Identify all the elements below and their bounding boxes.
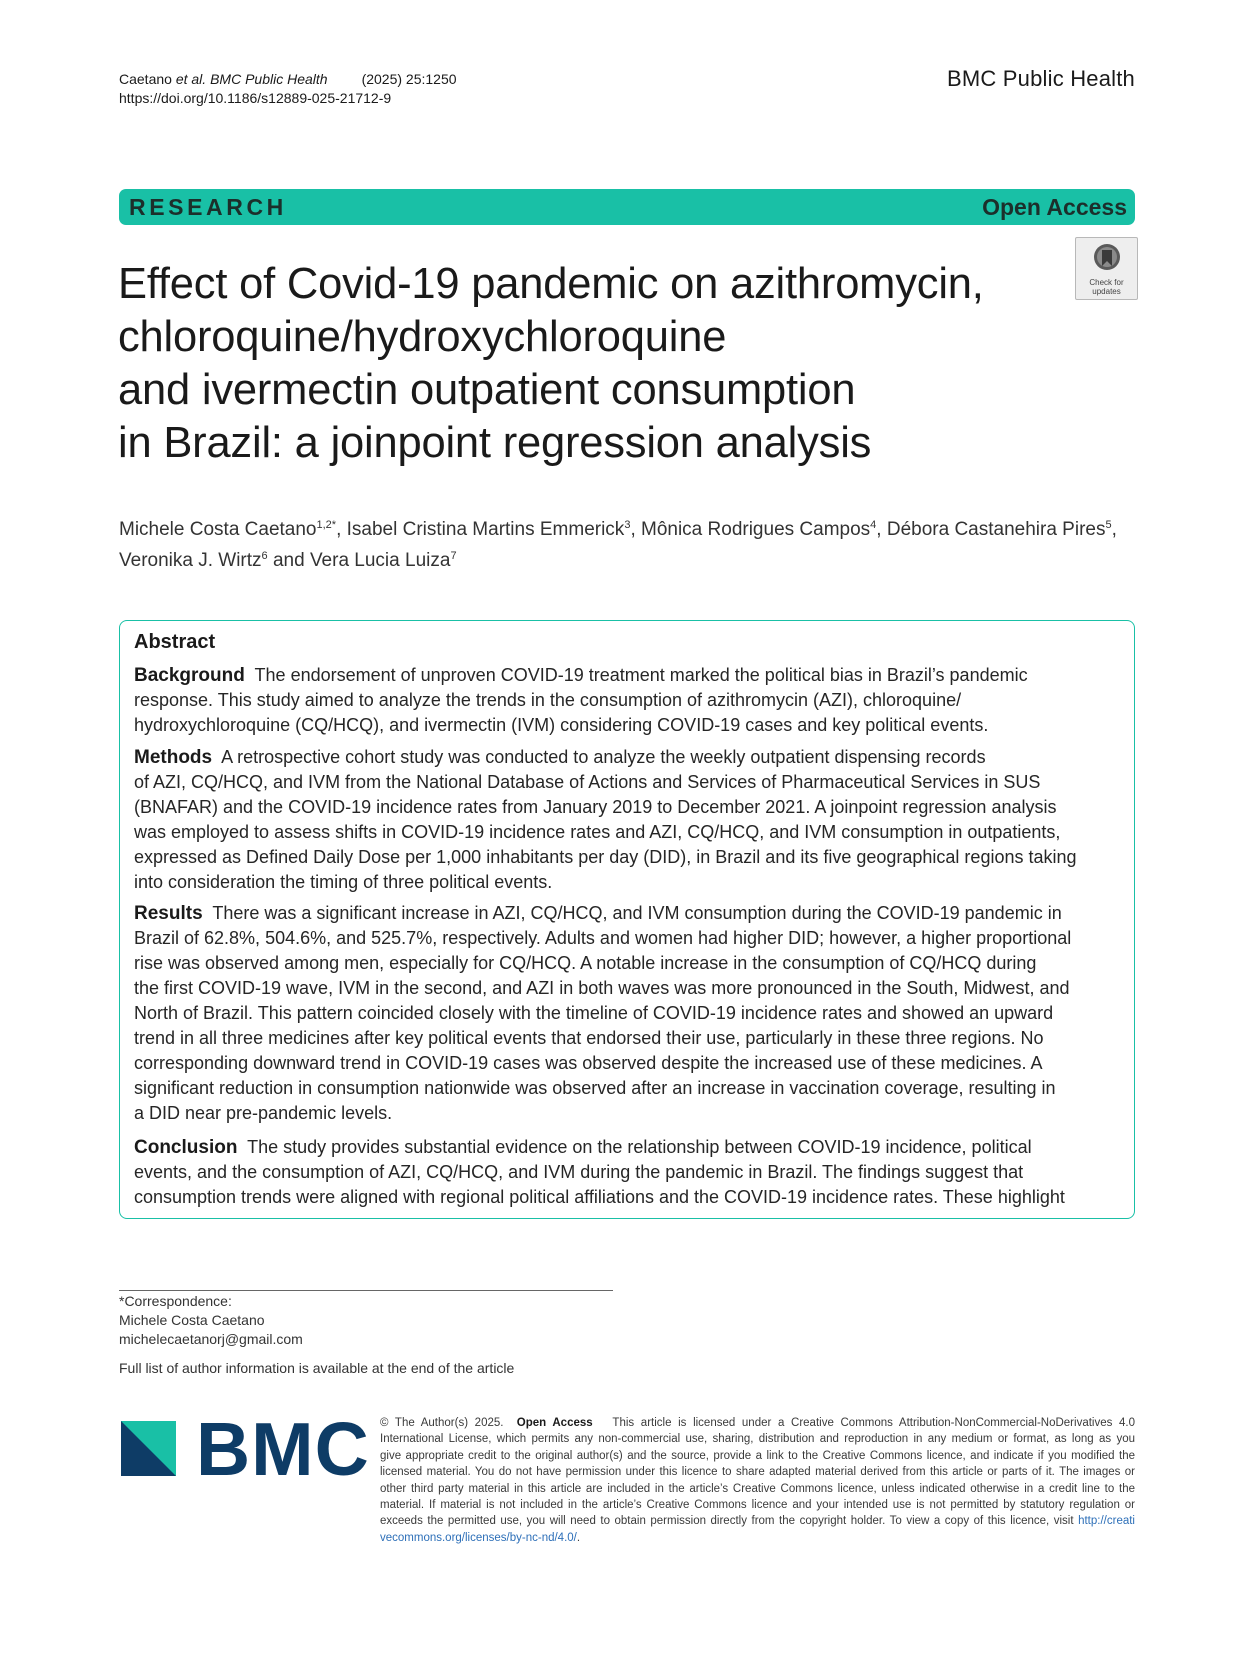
abstract-methods: [134, 745, 1124, 895]
copyright: © The Author(s) 2025.: [380, 1417, 504, 1429]
abstract-box: [119, 620, 1135, 1219]
abstract-background: [134, 663, 1124, 738]
author-list: [119, 514, 1139, 576]
bookmark-icon: [1092, 242, 1122, 276]
check-for-updates-badge[interactable]: [1075, 237, 1138, 300]
licence-line: material. If material is not included in the article’s Creative Commons licence and your intended use is not permitted by statutory regulation or: [380, 1499, 1135, 1512]
author-separator: and: [267, 550, 310, 571]
author-affiliation: 5: [1105, 519, 1112, 531]
title-line: Effect of Covid-19 pandemic on azithromycin,: [118, 260, 984, 308]
author-name: Débora Castanehira Pires: [886, 519, 1106, 540]
footnote-divider: [119, 1290, 613, 1291]
abstract-line: [134, 1135, 1124, 1160]
author-separator: ,: [1111, 519, 1117, 540]
abstract-conclusion: [134, 1135, 1124, 1210]
licence-line: [380, 1415, 1135, 1431]
bmc-logo-mark: [121, 1421, 176, 1476]
licence-line: [380, 1513, 1135, 1529]
abstract-line: the first COVID-19 wave, IVM in the second, and AZI in both waves was more pronounced in the South, Midwest, and: [134, 978, 1070, 998]
licence-line: licensed material. You do not have permission under this licence to share adapted material derived from this article or parts of it. The images or: [380, 1466, 1135, 1479]
correspondence-email[interactable]: michelecaetanorj@gmail.com: [119, 1331, 303, 1347]
licence-link[interactable]: http://creati: [1078, 1515, 1135, 1528]
correspondence-name: Michele Costa Caetano: [119, 1312, 265, 1328]
abstract-line: [134, 663, 1124, 688]
abstract-line: a DID near pre-pandemic levels.: [134, 1103, 393, 1123]
citation-journal: et al. BMC Public Health: [175, 71, 328, 87]
abstract-line: was employed to assess shifts in COVID-19 incidence rates and AZI, CQ/HCQ, and IVM consumption in outpatients,: [134, 822, 1061, 842]
title-line: in Brazil: a joinpoint regression analysis: [118, 419, 872, 467]
author-affiliation: 3: [624, 519, 631, 531]
author-line: [119, 545, 1139, 576]
author-separator: ,: [876, 519, 887, 540]
abstract-line: of AZI, CQ/HCQ, and IVM from the National Database of Actions and Services of Pharmaceutical Services in SUS: [134, 772, 1041, 792]
journal-name: BMC Public Health: [946, 66, 1135, 91]
bmc-logo-text: BMC: [196, 1407, 370, 1491]
author-affiliation: 1,2*: [316, 519, 337, 531]
open-access-label: Open Access: [982, 194, 1127, 220]
licence-text: [380, 1415, 1135, 1546]
citation-header: [119, 70, 457, 108]
abstract-line: (BNAFAR) and the COVID-19 incidence rates from January 2019 to December 2021. A joinpoint regression analysis: [134, 797, 1057, 817]
section-label: Methods: [134, 747, 213, 768]
section-label: Results: [134, 903, 203, 924]
article-type-banner: [119, 189, 1135, 225]
abstract-line: into consideration the timing of three political events.: [134, 872, 553, 892]
licence-end: .: [576, 1531, 581, 1544]
abstract-text: There was a significant increase in AZI, CQ/HCQ, and IVM consumption during the COVID-19 pandemic in: [212, 903, 1062, 923]
abstract-line: [134, 745, 1124, 770]
abstract-results: [134, 901, 1124, 1126]
citation-line: [119, 70, 457, 89]
licence-text-part: This article is licensed under a Creative Commons Attribution-NonCommercial-NoDerivatives 4.0: [612, 1417, 1135, 1429]
abstract-heading: Abstract: [134, 631, 216, 653]
abstract-text: A retrospective cohort study was conducted to analyze the weekly outpatient dispensing records: [221, 747, 986, 767]
licence-line: give appropriate credit to the original author(s) and the source, provide a link to the Creative Commons licence, and indicate if you modified the: [380, 1449, 1135, 1462]
abstract-line: Brazil of 62.8%, 504.6%, and 525.7%, respectively. Adults and women had higher DID; however, a higher proportional: [134, 928, 1072, 948]
abstract-text: The endorsement of unproven COVID-19 treatment marked the political bias in Brazil’s pandemic: [254, 665, 1028, 685]
title-line: and ivermectin outpatient consumption: [118, 366, 856, 414]
citation-author: Caetano: [119, 71, 176, 87]
author-affiliation: 7: [450, 550, 457, 562]
licence-line: International License, which permits any non-commercial use, sharing, distribution and reproduction in any medium or format, as long as you: [380, 1433, 1135, 1446]
author-line: [119, 514, 1139, 545]
abstract-line: consumption trends were aligned with regional political affiliations and the COVID-19 incidence rates. These highlight: [134, 1187, 1065, 1207]
author-separator: ,: [336, 519, 347, 540]
section-label: Background: [134, 665, 245, 686]
author-info-note: Full list of author information is available at the end of the article: [119, 1360, 515, 1376]
correspondence: [119, 1292, 303, 1349]
doi-link[interactable]: https://doi.org/10.1186/s12889-025-21712-9: [119, 90, 392, 106]
badge-line-2: updates: [1092, 287, 1121, 296]
author-name: Mônica Rodrigues Campos: [641, 519, 871, 540]
author-affiliation: 4: [870, 519, 877, 531]
licence-line: [380, 1530, 1135, 1546]
author-name: Veronika J. Wirtz: [119, 550, 262, 571]
abstract-line: expressed as Defined Daily Dose per 1,000 inhabitants per day (DID), in Brazil and its five geographical regions taking: [134, 847, 1077, 867]
title-line: chloroquine/hydroxychloroquine: [118, 313, 727, 361]
abstract-line: events, and the consumption of AZI, CQ/HCQ, and IVM during the pandemic in Brazil. The findings suggest that: [134, 1162, 1024, 1182]
author-affiliation: 6: [261, 550, 268, 562]
abstract-line: rise was observed among men, especially for CQ/HCQ. A notable increase in the consumption of CQ/HCQ during: [134, 953, 1037, 973]
author-name: Michele Costa Caetano: [119, 519, 317, 540]
article-type-label: RESEARCH: [129, 194, 287, 220]
author-name: Isabel Cristina Martins Emmerick: [346, 519, 625, 540]
abstract-line: significant reduction in consumption nationwide was observed after an increase in vaccination coverage, resulting in: [134, 1078, 1056, 1098]
correspondence-label: *Correspondence:: [119, 1293, 232, 1309]
abstract-text: The study provides substantial evidence on the relationship between COVID-19 incidence, political: [247, 1137, 1032, 1157]
badge-line-1: Check for: [1089, 278, 1124, 287]
author-separator: ,: [630, 519, 641, 540]
article-title: [118, 258, 1058, 470]
abstract-line: trend in all three medicines after key political events that endorsed their use, particularly in these three regions. No: [134, 1028, 1044, 1048]
abstract-line: North of Brazil. This pattern coincided closely with the timeline of COVID-19 incidence rates and showed an upward: [134, 1003, 1054, 1023]
licence-line: other third party material in this article are included in the article’s Creative Commons licence, unless indicated otherwise in a credit line to the: [380, 1482, 1135, 1495]
author-name: Vera Lucia Luiza: [309, 550, 451, 571]
abstract-line: response. This study aimed to analyze the trends in the consumption of azithromycin (AZI), chloroquine/: [134, 690, 962, 710]
citation-issue: (2025) 25:1250: [361, 71, 457, 87]
section-label: Conclusion: [134, 1137, 238, 1158]
licence-link-continued[interactable]: vecommons.org/licenses/by-nc-nd/4.0/: [380, 1531, 577, 1544]
abstract-line: corresponding downward trend in COVID-19 cases was observed despite the increased use of these medicines. A: [134, 1053, 1043, 1073]
open-access-label: Open Access: [516, 1417, 593, 1429]
abstract-line: hydroxychloroquine (CQ/HCQ), and ivermectin (IVM) considering COVID-19 cases and key political events.: [134, 715, 989, 735]
abstract-line: [134, 901, 1124, 926]
licence-text-part: exceeds the permitted use, you will need to obtain permission directly from the copyright holder. To view a copy of this licence, visit: [380, 1515, 1074, 1528]
